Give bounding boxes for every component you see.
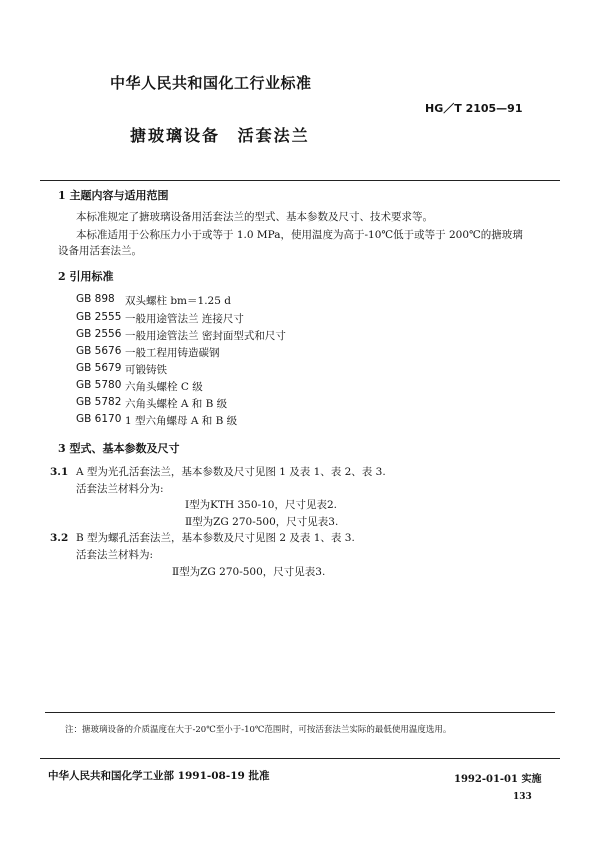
section-3-heading: 3 型式、基本参数及尺寸 (58, 442, 180, 455)
reference-name: 六角头螺栓 C 级 (125, 381, 203, 393)
footnote-rule (45, 712, 555, 713)
clause-3-2-material-intro: 活套法兰材料为: (76, 549, 154, 561)
reference-code: GB 898 (76, 293, 115, 305)
footer-rule (40, 758, 560, 759)
footnote: 注：搪玻璃设备的介质温度在大于-20℃至小于-10℃范围时，可按活套法兰实际的最低使用温度选用。 (65, 725, 452, 735)
reference-code: GB 5780 (76, 379, 122, 391)
reference-code: GB 6170 (76, 413, 122, 425)
clause-3-1-material-intro: 活套法兰材料分为: (76, 483, 164, 495)
reference-name: 六角头螺栓 A 和 B 级 (125, 398, 228, 410)
section-1-paragraph-1: 本标准规定了搪玻璃设备用活套法兰的型式、基本参数及尺寸、技术要求等。 (76, 211, 433, 223)
standard-code: HG／T 2105—91 (425, 102, 523, 115)
section-1-paragraph-2-line-1: 本标准适用于公称压力小于或等于 1.0 MPa，使用温度为高于-10℃低于或等于 200℃的搪玻璃 (76, 229, 523, 241)
section-2-heading: 2 引用标准 (58, 270, 114, 283)
standard-category: 中华人民共和国化工行业标准 (110, 74, 312, 92)
section-1-paragraph-2-line-2: 设备用活套法兰。 (58, 245, 142, 257)
reference-code: GB 5782 (76, 396, 122, 408)
clause-3-1-number: 3.1 (50, 466, 69, 478)
implementation-date: 1992-01-01 实施 (454, 774, 542, 785)
page-number: 133 (513, 792, 532, 802)
header-rule (40, 180, 560, 181)
document-title: 搪玻璃设备 活套法兰 (130, 126, 310, 145)
reference-name: 一般工程用铸造碳钢 (125, 347, 220, 359)
clause-3-2-type-2: Ⅱ型为ZG 270-500，尺寸见表3. (172, 566, 326, 578)
reference-code: GB 2556 (76, 328, 122, 340)
approval-line: 中华人民共和国化学工业部 1991-08-19 批准 (48, 770, 270, 782)
clause-3-1-type-2: Ⅱ型为ZG 270-500，尺寸见表3. (185, 516, 339, 528)
reference-code: GB 5676 (76, 345, 122, 357)
clause-3-2-number: 3.2 (50, 532, 69, 544)
reference-code: GB 2555 (76, 311, 122, 323)
reference-name: 双头螺柱 bm＝1.25 d (125, 295, 231, 307)
clause-3-1-text: A 型为光孔活套法兰，基本参数及尺寸见图 1 及表 1、表 2、表 3. (76, 466, 386, 478)
reference-name: 一般用途管法兰 连接尺寸 (125, 313, 244, 325)
reference-name: 可锻铸铁 (125, 364, 167, 376)
clause-3-2-text: B 型为螺孔活套法兰，基本参数及尺寸见图 2 及表 1、表 3. (76, 532, 355, 544)
section-1-heading: 1 主题内容与适用范围 (58, 189, 169, 202)
reference-name: 一般用途管法兰 密封面型式和尺寸 (125, 330, 286, 342)
clause-3-1-type-1: Ⅰ型为KTH 350-10，尺寸见表2. (185, 499, 337, 511)
reference-name: 1 型六角螺母 A 和 B 级 (125, 415, 238, 427)
reference-code: GB 5679 (76, 362, 122, 374)
